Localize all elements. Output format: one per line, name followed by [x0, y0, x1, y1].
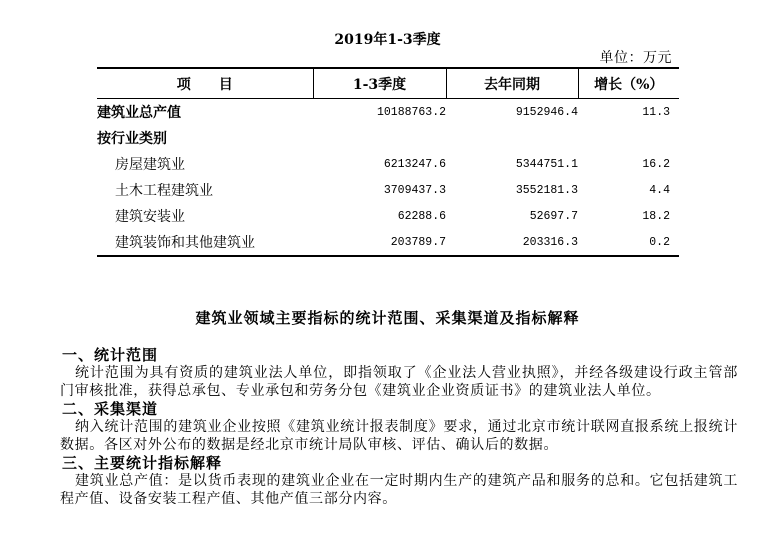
row-label: 按行业类别 — [97, 131, 167, 147]
section-body-definitions: 建筑业总产值：是以货币表现的建筑业企业在一定时期内生产的建筑产品和服务的总和。它包括建筑工程产值、设备安装工程产值、其他产值三部分内容。 — [60, 473, 738, 507]
table-row-civil-engineering — [97, 177, 679, 203]
section-body-collection: 纳入统计范围的建筑业企业按照《建筑业统计报表制度》要求，通过北京市统计联网直报系统上报统计数据。各区对外公布的数据是经北京市统计局队审核、评估、确认后的数据。 — [60, 419, 738, 453]
current-value-cell: 10188763.2 — [376, 105, 446, 119]
row-label: 房屋建筑业 — [115, 157, 185, 173]
unit-label: 单位：万元 — [599, 50, 672, 66]
last-year-value-cell: 52697.7 — [529, 209, 578, 223]
construction-output-table — [97, 67, 679, 257]
section-heading-scope: 一、统计范围 — [62, 346, 159, 364]
notes-section — [60, 346, 738, 508]
header-item: 项 目 — [97, 68, 313, 99]
current-value-cell: 3709437.3 — [383, 183, 446, 197]
last-year-value-cell: 203316.3 — [446, 229, 578, 256]
table-row-decoration-other — [97, 229, 679, 256]
table-row-installation — [97, 203, 679, 229]
row-label: 建筑业总产值 — [97, 105, 181, 121]
current-value-cell: 6213247.6 — [383, 157, 446, 171]
growth-cell: 18.2 — [642, 209, 670, 223]
row-label: 建筑装饰和其他建筑业 — [97, 229, 313, 256]
current-value-cell: 62288.6 — [397, 209, 446, 223]
table-header-row — [97, 68, 679, 99]
growth-cell: 0.2 — [578, 229, 679, 256]
section-heading-definitions: 三、主要统计指标解释 — [62, 454, 223, 472]
current-value-cell: 203789.7 — [313, 229, 446, 256]
last-year-value-cell — [446, 125, 578, 151]
header-growth: 增长（%） — [578, 68, 679, 99]
last-year-value-cell: 5344751.1 — [515, 157, 578, 171]
table-body — [97, 99, 679, 257]
current-value-cell — [313, 125, 446, 151]
notes-title: 建筑业领域主要指标的统计范围、采集渠道及指标解释 — [195, 309, 580, 327]
row-label: 土木工程建筑业 — [115, 183, 213, 199]
table-header — [97, 68, 679, 99]
last-year-value-cell: 3552181.3 — [515, 183, 578, 197]
growth-cell — [578, 125, 679, 151]
table-title: 2019年1-3季度 — [334, 32, 441, 48]
row-label: 建筑安装业 — [115, 209, 185, 225]
table-row-housing — [97, 151, 679, 177]
growth-cell: 11.3 — [642, 105, 670, 119]
last-year-value-cell: 9152946.4 — [515, 105, 578, 119]
growth-cell: 4.4 — [649, 183, 670, 197]
table-row-category-heading — [97, 125, 679, 151]
section-body-scope: 统计范围为具有资质的建筑业法人单位，即指领取了《企业法人营业执照》，并经各级建设行政主管部门审核批准，获得总承包、专业承包和劳务分包《建筑业企业资质证书》的建筑业法人单位。 — [60, 365, 738, 399]
section-heading-collection: 二、采集渠道 — [62, 400, 159, 418]
header-last-year: 去年同期 — [446, 68, 578, 99]
table-row-total-output — [97, 99, 679, 126]
growth-cell: 16.2 — [642, 157, 670, 171]
header-current-period: 1-3季度 — [313, 68, 446, 99]
